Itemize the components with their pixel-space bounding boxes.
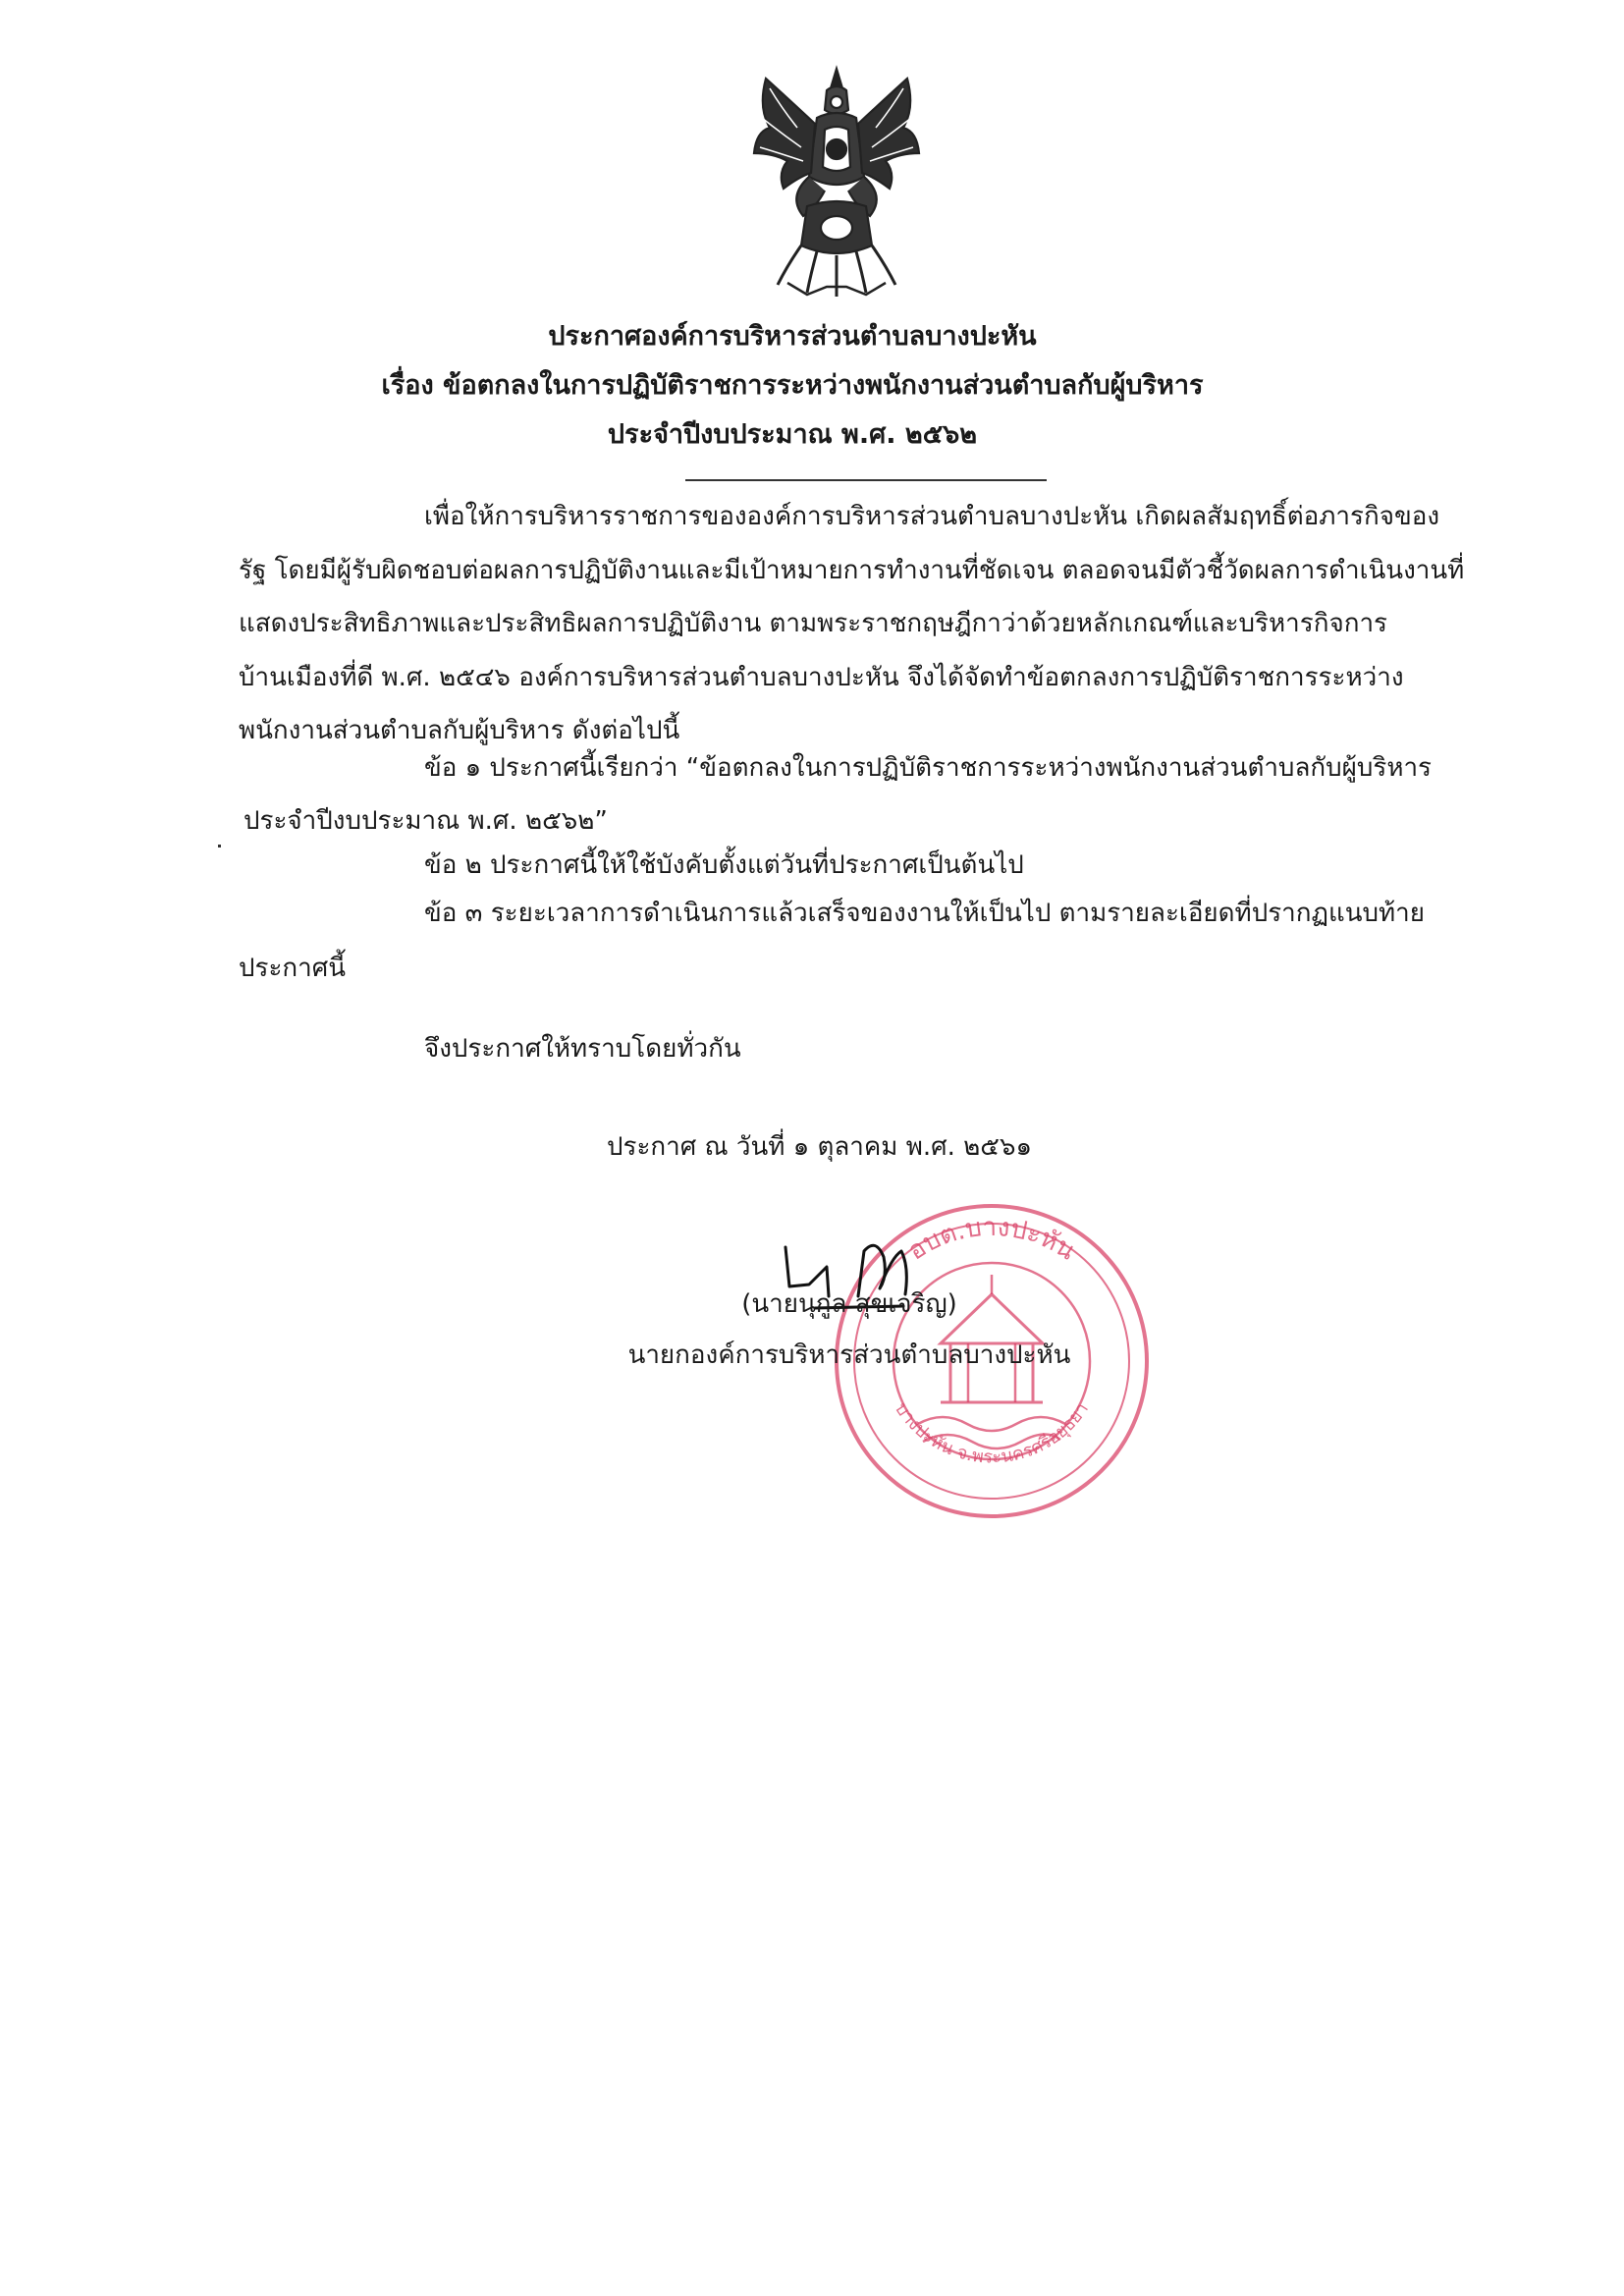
clause-3-line: ข้อ ๓ ระยะเวลาการดำเนินการแล้วเสร็จของงานให้เป็นไป ตามรายละเอียดที่ปรากฏแนบท้าย — [424, 899, 1425, 928]
seal-bottom-text: บางปะหัน จ.พระนครศรีอยุธยา — [891, 1398, 1093, 1468]
clause-1-line: ประจำปีงบประมาณ พ.ศ. ๒๕๖๒” — [244, 806, 608, 836]
clause-3-line: ประกาศนี้ — [239, 954, 347, 983]
signer-name: (นายนุกูล สุขเจริญ) — [741, 1289, 957, 1319]
announcement-subject: เรื่อง ข้อตกลงในการปฏิบัติราชการระหว่างพนักงานส่วนตำบลกับผู้บริหาร — [381, 370, 1204, 401]
paragraph-line: เพื่อให้การบริหารราชการขององค์การบริหารส่วนตำบลบางปะหัน เกิดผลสัมฤทธิ์ต่อภารกิจของ — [424, 502, 1440, 531]
announcement-title: ประกาศองค์การบริหารส่วนตำบลบางปะหัน — [548, 321, 1037, 352]
paragraph-line: แสดงประสิทธิภาพและประสิทธิผลการปฏิบัติงาน ตามพระราชกฤษฎีกาว่าด้วยหลักเกณฑ์และบริหารกิจการ — [239, 609, 1388, 638]
scan-speck — [218, 845, 221, 847]
closing-line: จึงประกาศให้ทราบโดยทั่วกัน — [424, 1034, 741, 1064]
announcement-date: ประกาศ ณ วันที่ ๑ ตุลาคม พ.ศ. ๒๕๖๑ — [607, 1132, 1032, 1162]
paragraph-line: รัฐ โดยมีผู้รับผิดชอบต่อผลการปฏิบัติงานและมีเป้าหมายการทำงานที่ชัดเจน ตลอดจนมีตัวชี้วัดผลการดำเนินงานที่ — [239, 556, 1465, 585]
fiscal-year-line: ประจำปีงบประมาณ พ.ศ. ๒๕๖๒ — [607, 419, 978, 450]
svg-text:บางปะหัน จ.พระนครศรีอยุธยา — [891, 1399, 1093, 1468]
clause-2-line: ข้อ ๒ ประกาศนี้ให้ใช้บังคับตั้งแต่วันที่ประกาศเป็นต้นไป — [424, 850, 1024, 880]
title-divider — [685, 479, 1047, 481]
paragraph-line: บ้านเมืองที่ดี พ.ศ. ๒๕๔๖ องค์การบริหารส่วนตำบลบางปะหัน จึงได้จัดทำข้อตกลงการปฏิบัติราชการระหว่าง — [239, 663, 1404, 692]
seal-top-text: อบต.บางปะหัน — [902, 1212, 1081, 1267]
garuda-emblem-icon — [748, 59, 925, 304]
clause-1-line: ข้อ ๑ ประกาศนี้เรียกว่า “ข้อตกลงในการปฏิบัติราชการระหว่างพนักงานส่วนตำบลกับผู้บริหาร — [424, 753, 1433, 783]
paragraph-line: พนักงานส่วนตำบลกับผู้บริหาร ดังต่อไปนี้ — [239, 716, 680, 745]
signer-position: นายกองค์การบริหารส่วนตำบลบางปะหัน — [627, 1340, 1071, 1370]
